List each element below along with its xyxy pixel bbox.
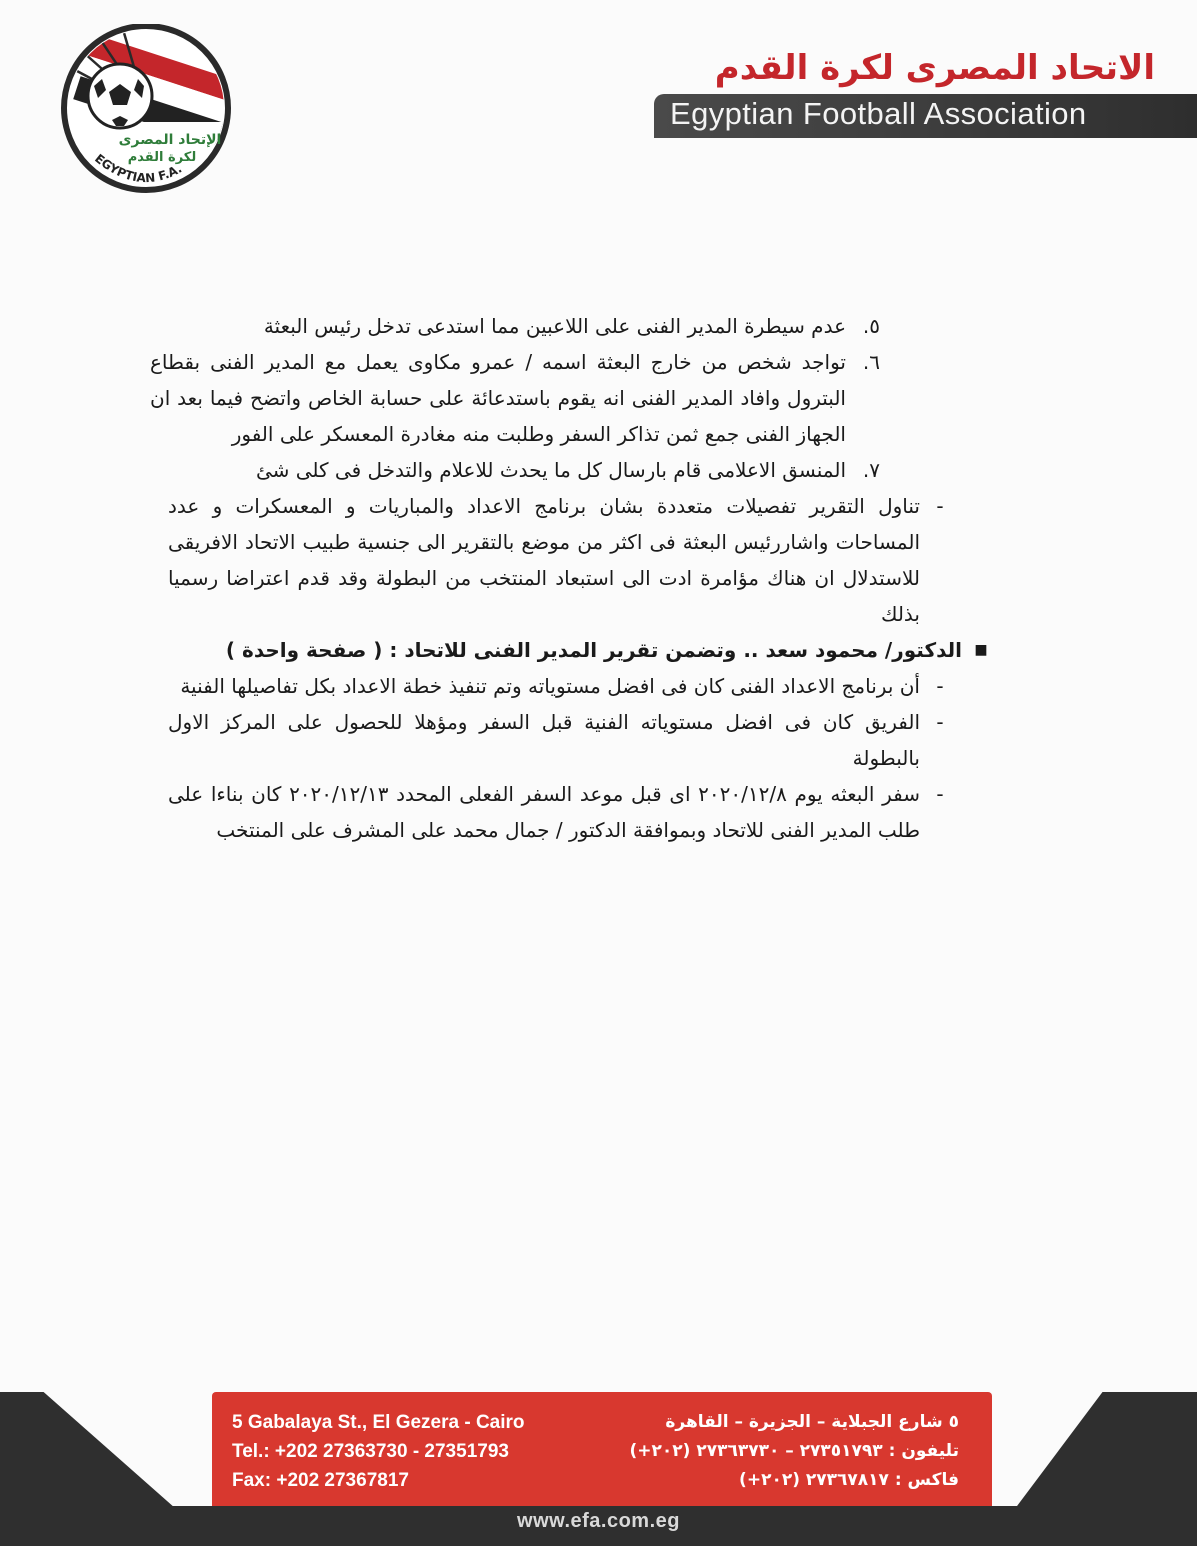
efa-logo-icon — [54, 24, 240, 194]
logo-text-en: EGYPTIAN F.A. — [92, 151, 185, 186]
dash-marker: - — [936, 674, 944, 698]
footer-address-en: 5 Gabalaya St., El Gezera - Cairo — [232, 1412, 525, 1433]
dash-marker: - — [936, 710, 944, 734]
numbered-item — [150, 344, 880, 452]
footer-tel-ar: تليفون : ٢٧٣٥١٧٩٣ – ٢٧٣٦٣٧٣٠ (٢٠٢+) — [629, 1441, 959, 1461]
footer-fax-ar: فاكس : ٢٧٣٦٧٨١٧ (٢٠٢+) — [739, 1470, 959, 1490]
dash-item-text: سفر البعثه يوم ٢٠٢٠/١٢/٨ اى قبل موعد السفر الفعلى المحدد ٢٠٢٠/١٢/١٣ كان بناءا على طلب المدير الفنى للاتحاد وبموافقة الدكتور / جمال محمد على المشرف على المنتخب — [168, 782, 920, 842]
logo-text-ar-1: الإتحاد المصرى — [118, 132, 222, 148]
item-text: تواجد شخص من خارج البعثة اسمه / عمرو مكاوى يعمل مع المدير الفنى بقطاع البترول وافاد المدير الفنى انه يقوم باستدعائة على حسابة الخاص واتضح فيما بعد ان الجهاز الفنى جمع ثمن تذاكر السفر وطلبت منه مغادرة المعسكر على الفور — [150, 350, 846, 446]
numbered-item — [150, 452, 880, 488]
item-number: ٥. — [862, 314, 880, 338]
footer-contact-arabic — [599, 1408, 959, 1495]
dash-item — [168, 668, 960, 704]
section-heading — [120, 632, 1000, 668]
dash-item-text: الفريق كان فى افضل مستوياته الفنية قبل السفر ومؤهلا للحصول على المركز الاول بالبطولة — [168, 710, 920, 770]
section-heading-text: الدكتور/ محمود سعد .. وتضمن تقرير المدير الفنى للاتحاد : ( صفحة واحدة ) — [225, 638, 962, 662]
logo-text-ar-2: لكرة القدم — [127, 150, 197, 165]
item-text: المنسق الاعلامى قام بارسال كل ما يحدث للاعلام والتدخل فى كلى شئ — [255, 458, 846, 482]
document-body — [120, 308, 1000, 848]
footer-contact-english — [232, 1408, 612, 1495]
item-text: عدم سيطرة المدير الفنى على اللاعبين مما استدعى تدخل رئيس البعثة — [263, 314, 846, 338]
footer-fax-en: Fax: +202 27367817 — [232, 1470, 409, 1491]
efa-logo — [54, 24, 240, 194]
square-bullet-icon: ■ — [974, 642, 988, 658]
numbered-item — [150, 308, 880, 344]
dash-item — [168, 704, 960, 776]
dash-item-text: تناول التقرير تفصيلات متعددة بشان برنامج الاعداد والمباريات و المعسكرات و عدد المساحات واشاررئيس البعثة فى اكثر من موضع بالتقرير الى جنسية طبيب الاتحاد الافريقى للاستدلال ان هناك مؤامرة ادت الى استبعاد المنتخب من البطولة وقد قدم اعتراضا رسميا بذلك — [168, 494, 920, 626]
dash-item-text: أن برنامج الاعداد الفنى كان فى افضل مستوياته وتم تنفيذ خطة الاعداد بكل تفاصيلها الفنية — [180, 674, 920, 698]
footer-tel-en: Tel.: +202 27363730 - 27351793 — [232, 1441, 509, 1462]
title-arabic: الاتحاد المصرى لكرة القدم — [714, 48, 1155, 88]
dash-marker: - — [936, 494, 944, 518]
dash-item — [168, 488, 960, 632]
dash-item — [168, 776, 960, 848]
item-number: ٧. — [862, 458, 880, 482]
footer-website-link[interactable]: www.efa.com.eg — [517, 1510, 680, 1532]
title-english: Egyptian Football Association — [670, 96, 1087, 131]
item-number: ٦. — [862, 350, 880, 374]
footer-address-ar: ٥ شارع الجبلاية – الجزيرة – القاهرة — [665, 1412, 959, 1432]
dash-marker: - — [936, 782, 944, 806]
